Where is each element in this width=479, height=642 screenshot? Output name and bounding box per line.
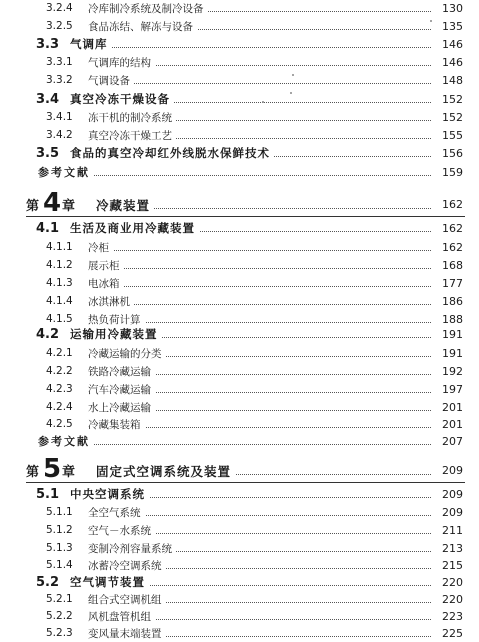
chapter-label-post: 章 xyxy=(62,465,76,480)
toc-subsection-row xyxy=(0,415,479,433)
toc-page-number: 159 xyxy=(442,165,463,179)
toc-title: 真空冷冻干燥工艺 xyxy=(88,128,176,143)
toc-section-row xyxy=(0,144,479,162)
toc-subsection-row xyxy=(0,292,479,310)
toc-chapter-row xyxy=(0,454,479,484)
toc-number: 3.2.4 xyxy=(46,2,73,14)
toc-page-number: 220 xyxy=(442,575,463,589)
dot-leader xyxy=(88,250,431,251)
toc-title: 全空气系统 xyxy=(88,505,145,520)
toc-page-number: 168 xyxy=(442,258,463,272)
toc-subsection-row xyxy=(0,238,479,256)
toc-title: 固定式空调系统及装置 xyxy=(96,462,235,480)
toc-number: 3.3.1 xyxy=(46,56,73,68)
toc-subsection-row xyxy=(0,398,479,416)
toc-title: 冷藏集装箱 xyxy=(88,417,145,432)
toc-section-row xyxy=(0,90,479,108)
toc-title: 空气调节装置 xyxy=(70,574,149,590)
toc-title: 气调库的结构 xyxy=(88,55,155,70)
toc-subsection-row xyxy=(0,624,479,642)
toc-page-number: 155 xyxy=(442,128,463,142)
toc-subsection-row xyxy=(0,71,479,89)
dot-leader xyxy=(88,286,431,287)
toc-title: 变制冷剂容量系统 xyxy=(88,541,176,556)
toc-title: 食品冻结、解冻与设备 xyxy=(88,19,197,34)
chapter-label-pre: 第 xyxy=(26,199,40,214)
toc-subsection-row xyxy=(0,380,479,398)
toc-page-number: 192 xyxy=(442,364,463,378)
toc-page-number: 197 xyxy=(442,382,463,396)
toc-number: 4.2.1 xyxy=(46,347,73,359)
toc-title: 冷柜 xyxy=(88,240,113,255)
toc-title: 生活及商业用冷藏装置 xyxy=(70,220,199,236)
toc-title: 冷库制冷系统及制冷设备 xyxy=(88,1,208,16)
toc-page-number: 177 xyxy=(442,276,463,290)
toc-page-number: 156 xyxy=(442,146,463,160)
toc-title: 电冰箱 xyxy=(88,276,124,291)
toc-title: 变风量末端装置 xyxy=(88,626,166,641)
toc-page-number: 162 xyxy=(442,221,463,235)
toc-number: 3.4.1 xyxy=(46,111,73,123)
toc-subsection-row xyxy=(0,362,479,380)
toc-number: 4.2.2 xyxy=(46,365,73,377)
toc-page-number: 207 xyxy=(442,434,463,448)
toc-number: 5.2.1 xyxy=(46,593,73,605)
toc-page-number: 220 xyxy=(442,592,463,606)
toc-page-number: 162 xyxy=(442,198,463,211)
dot-leader xyxy=(88,268,431,269)
toc-subsection-row xyxy=(0,256,479,274)
toc-subsection-row xyxy=(0,607,479,625)
toc-page-number: 225 xyxy=(442,626,463,640)
toc-page-number: 191 xyxy=(442,327,463,341)
toc-title: 真空冷冻干燥设备 xyxy=(70,91,174,107)
toc-title: 组合式空调机组 xyxy=(88,592,166,607)
toc-title: 冰淇淋机 xyxy=(88,294,134,309)
toc-page-number: 152 xyxy=(442,110,463,124)
toc-page-number: 215 xyxy=(442,558,463,572)
toc-title: 水上冷藏运输 xyxy=(88,400,155,415)
toc-title: 冷藏运输的分类 xyxy=(88,346,166,361)
toc-number: 5.1.3 xyxy=(46,542,73,554)
toc-title: 冻干机的制冷系统 xyxy=(88,110,176,125)
chapter-label-big: 4 xyxy=(43,188,62,218)
toc-number: 4.1.5 xyxy=(46,313,73,325)
toc-number: 4.1.1 xyxy=(46,241,73,253)
toc-number: 4.2.5 xyxy=(46,418,73,430)
chapter-underline xyxy=(26,216,465,217)
toc-title: 展示柜 xyxy=(88,258,124,273)
toc-title: 风机盘管机组 xyxy=(88,609,155,624)
toc-subsection-row xyxy=(0,17,479,35)
toc-page-number: 152 xyxy=(442,92,463,106)
toc-page-number: 188 xyxy=(442,312,463,326)
toc-number: 4.2.4 xyxy=(46,401,73,413)
toc-subsection-row xyxy=(0,126,479,144)
toc-title: 参考文献 xyxy=(38,164,94,180)
toc-number: 4.2.3 xyxy=(46,383,73,395)
toc-number: 3.2.5 xyxy=(46,20,73,32)
toc-subsection-row xyxy=(0,556,479,574)
toc-page-number: 201 xyxy=(442,400,463,414)
toc-page-number: 148 xyxy=(442,73,463,87)
toc-title: 食品的真空冷却红外线脱水保鲜技术 xyxy=(70,145,274,161)
toc-title: 空气－水系统 xyxy=(88,523,155,538)
toc-references-row xyxy=(0,163,479,181)
toc-page-number: 146 xyxy=(442,55,463,69)
toc-page-number: 201 xyxy=(442,417,463,431)
toc-title: 运输用冷藏装置 xyxy=(70,326,162,342)
toc-page-number: 162 xyxy=(442,240,463,254)
toc-page-number: 223 xyxy=(442,609,463,623)
scan-speck xyxy=(262,101,264,103)
toc-title: 热负荷计算 xyxy=(88,312,145,327)
scan-speck xyxy=(290,92,292,94)
scan-speck xyxy=(430,20,432,22)
dot-leader xyxy=(88,304,431,305)
toc-subsection-row xyxy=(0,590,479,608)
toc-title: 中央空调系统 xyxy=(70,486,149,502)
toc-number: 3.4 xyxy=(36,91,60,107)
toc-number: 4.1.4 xyxy=(46,295,73,307)
toc-number: 5.1.1 xyxy=(46,506,73,518)
toc-number: 4.1.2 xyxy=(46,259,73,271)
toc-section-row xyxy=(0,573,479,591)
toc-subsection-row xyxy=(0,503,479,521)
toc-references-row xyxy=(0,432,479,450)
toc-chapter-row xyxy=(0,188,479,218)
toc-number: 5.1.2 xyxy=(46,524,73,536)
chapter-label-big: 5 xyxy=(43,454,62,484)
toc-subsection-row xyxy=(0,539,479,557)
toc-number: 5.2.3 xyxy=(46,627,73,639)
toc-subsection-row xyxy=(0,53,479,71)
toc-number: 4.1 xyxy=(36,220,60,236)
toc-subsection-row xyxy=(0,521,479,539)
toc-number: 5.1.4 xyxy=(46,559,73,571)
toc-subsection-row xyxy=(0,344,479,362)
scan-speck xyxy=(292,74,294,76)
toc-title: 气调库 xyxy=(70,36,112,52)
toc-number: 3.3 xyxy=(36,36,60,52)
toc-page-number: 191 xyxy=(442,346,463,360)
toc-number: 5.2 xyxy=(36,574,60,590)
toc-title: 冷藏装置 xyxy=(96,196,154,214)
toc-subsection-row xyxy=(0,0,479,17)
toc-section-row xyxy=(0,219,479,237)
dot-leader xyxy=(70,47,431,48)
toc-title: 铁路冷藏运输 xyxy=(88,364,155,379)
toc-section-row xyxy=(0,35,479,53)
toc-number: 3.3.2 xyxy=(46,74,73,86)
toc-number: 3.5 xyxy=(36,145,60,161)
toc-page-number: 209 xyxy=(442,505,463,519)
toc-page-number: 146 xyxy=(442,37,463,51)
toc-subsection-row xyxy=(0,274,479,292)
dot-leader xyxy=(38,175,431,176)
toc-section-row xyxy=(0,325,479,343)
chapter-label-pre: 第 xyxy=(26,465,40,480)
toc-page-number: 209 xyxy=(442,487,463,501)
toc-number: 4.1.3 xyxy=(46,277,73,289)
toc-page-number: 209 xyxy=(442,464,463,477)
toc-title: 参考文献 xyxy=(38,433,94,449)
toc-title: 气调设备 xyxy=(88,73,134,88)
toc-page-number: 213 xyxy=(442,541,463,555)
toc-number: 5.2.2 xyxy=(46,610,73,622)
toc-number: 4.2 xyxy=(36,326,60,342)
toc-title: 汽车冷藏运输 xyxy=(88,382,155,397)
toc-section-row xyxy=(0,485,479,503)
toc-page-number: 186 xyxy=(442,294,463,308)
toc-page-number: 135 xyxy=(442,19,463,33)
toc-subsection-row xyxy=(0,108,479,126)
chapter-label-post: 章 xyxy=(62,199,76,214)
toc-page-number: 211 xyxy=(442,523,463,537)
chapter-underline xyxy=(26,482,465,483)
toc-number: 5.1 xyxy=(36,486,60,502)
dot-leader xyxy=(88,83,431,84)
toc-number: 3.4.2 xyxy=(46,129,73,141)
dot-leader xyxy=(38,444,431,445)
toc-title: 冰蓄冷空调系统 xyxy=(88,558,166,573)
toc-page-number: 130 xyxy=(442,1,463,15)
